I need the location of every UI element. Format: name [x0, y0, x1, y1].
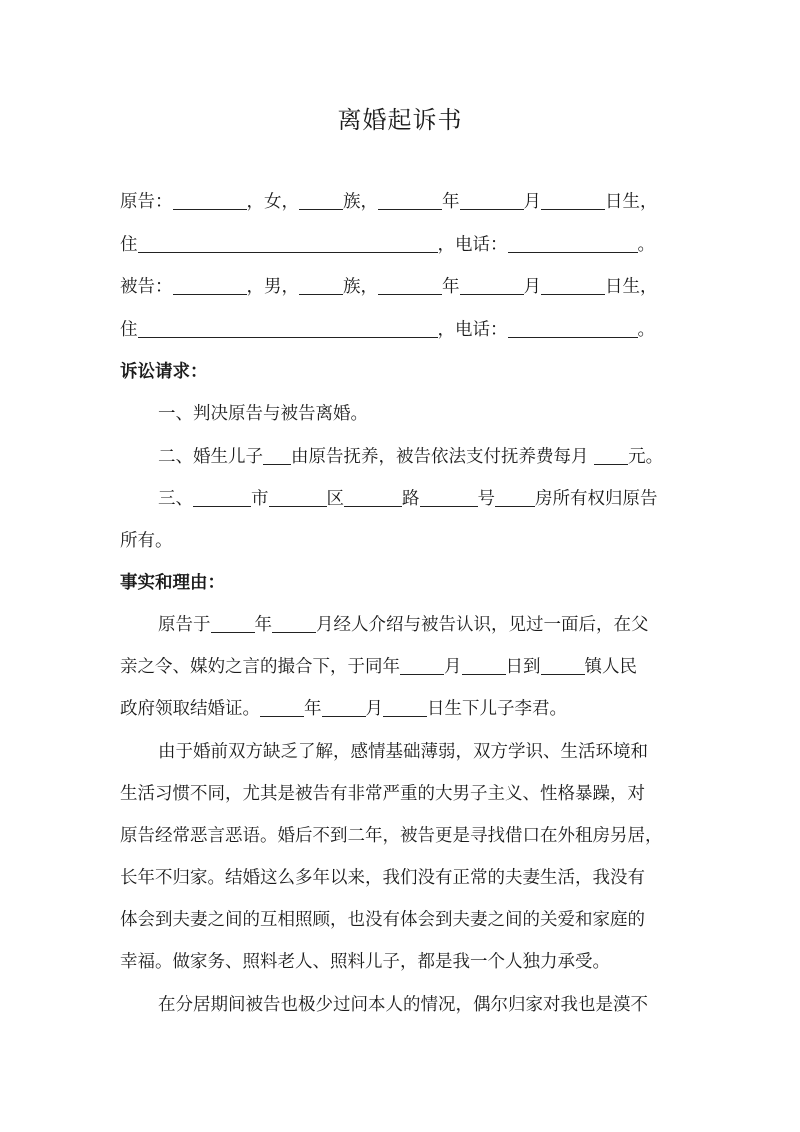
plaintiff-day-label: 日生，	[605, 192, 658, 212]
plaintiff-day-blank	[541, 191, 605, 210]
claim-3-text-d: 路	[402, 489, 420, 509]
claim-2-blank-2	[594, 446, 628, 465]
claims-heading: 诉讼请求：	[120, 362, 208, 382]
facts-p1-l2-b: 月	[444, 657, 462, 677]
claim-3-text-c: 区	[326, 489, 344, 509]
plaintiff-address-label: 住	[120, 235, 138, 255]
claim-2-text-a: 二、婚生儿子	[158, 447, 263, 467]
claim-item-2	[158, 445, 663, 469]
facts-p2-line-2: 生活习惯不同，尤其是被告有非常严重的大男子主义、性格暴躁，对	[120, 784, 645, 804]
facts-blank	[383, 698, 427, 717]
facts-p1-l3-a: 政府领取结婚证。	[120, 699, 260, 719]
plaintiff-gender: ，女，	[246, 192, 299, 212]
facts-heading: 事实和理由：	[120, 573, 225, 593]
claim-item-3	[158, 487, 658, 511]
defendant-line	[120, 275, 658, 299]
facts-p1-line-1	[158, 613, 649, 637]
facts-p3-line-1: 在分居期间被告也极少过问本人的情况，偶尔归家对我也是漠不	[158, 995, 648, 1015]
defendant-phone-label: ，电话：	[437, 320, 508, 340]
claim-2-blank-1	[263, 446, 291, 465]
facts-p1-l2-a: 亲之令、媒妁之言的撮合下，于同年	[120, 657, 400, 677]
facts-blank	[400, 656, 444, 675]
facts-p1-l3-d: 日生下儿子李君。	[427, 699, 567, 719]
claim-2-text-c: 元。	[628, 447, 664, 467]
claim-3-blank-1	[193, 488, 251, 507]
defendant-year-label: 年	[442, 277, 460, 297]
facts-p2-line-4: 长年不归家。结婚这么多年以来，我们没有正常的夫妻生活，我没有	[120, 868, 645, 888]
period: 。	[637, 320, 655, 340]
defendant-month-blank	[460, 276, 524, 295]
facts-p1-l2-c: 日到	[505, 657, 541, 677]
plaintiff-address-blank	[138, 234, 438, 253]
plaintiff-phone-label: ，电话：	[437, 235, 508, 255]
defendant-day-blank	[541, 276, 605, 295]
claim-3-blank-4	[420, 488, 478, 507]
facts-p2-line-6: 幸福。做家务、照料老人、照料儿子，都是我一个人独力承受。	[120, 952, 610, 972]
facts-p1-l1-c: 月经人介绍与被告认识，见过一面后，在父	[316, 615, 649, 635]
facts-p1-l1-a: 原告于	[158, 615, 211, 635]
defendant-ethnic-blank	[299, 276, 343, 295]
plaintiff-phone-blank	[508, 234, 638, 253]
defendant-gender: ，男，	[246, 277, 299, 297]
defendant-ethnic-label: 族，	[343, 277, 378, 297]
claim-3-text-b: 市	[251, 489, 269, 509]
facts-p1-l3-c: 月	[365, 699, 383, 719]
facts-p2-line-1: 由于婚前双方缺乏了解，感情基础薄弱，双方学识、生活环境和	[158, 742, 648, 762]
claim-2-text-b: 由原告抚养，被告依法支付抚养费每月	[291, 447, 589, 467]
plaintiff-ethnic-label: 族，	[343, 192, 378, 212]
claim-item-1: 一、判决原告与被告离婚。	[158, 404, 368, 424]
defendant-phone-blank	[508, 319, 638, 338]
plaintiff-address-line	[120, 233, 655, 257]
facts-blank	[541, 656, 585, 675]
defendant-address-blank	[138, 319, 438, 338]
defendant-day-label: 日生，	[605, 277, 658, 297]
facts-p2-line-5: 体会到夫妻之间的互相照顾，也没有体会到夫妻之间的关爱和家庭的	[120, 910, 645, 930]
claim-3-text-a: 三、	[158, 489, 193, 509]
plaintiff-year-blank	[378, 191, 442, 210]
plaintiff-month-label: 月	[523, 192, 541, 212]
facts-p1-line-3	[120, 697, 567, 721]
plaintiff-label: 原告：	[120, 192, 173, 212]
facts-p1-l3-b: 年	[304, 699, 322, 719]
facts-blank	[260, 698, 304, 717]
plaintiff-name-blank	[173, 191, 247, 210]
document-title: 离婚起诉书	[337, 106, 463, 134]
claim-3-text-e: 号	[477, 489, 495, 509]
defendant-year-blank	[378, 276, 442, 295]
claim-3-blank-3	[344, 488, 402, 507]
defendant-address-line	[120, 318, 655, 342]
plaintiff-ethnic-blank	[299, 191, 343, 210]
facts-p2-line-3: 原告经常恶言恶语。婚后不到二年，被告更是寻找借口在外租房另居，	[120, 826, 663, 846]
facts-blank	[462, 656, 506, 675]
facts-p1-line-2	[120, 655, 637, 679]
plaintiff-year-label: 年	[442, 192, 460, 212]
facts-blank	[322, 698, 366, 717]
claim-3-blank-5	[495, 488, 535, 507]
facts-blank	[211, 614, 255, 633]
claim-3-text-f: 房所有权归原告	[535, 489, 658, 509]
plaintiff-month-blank	[460, 191, 524, 210]
defendant-address-label: 住	[120, 320, 138, 340]
claim-3-blank-2	[269, 488, 327, 507]
defendant-month-label: 月	[523, 277, 541, 297]
defendant-label: 被告：	[120, 277, 173, 297]
defendant-name-blank	[173, 276, 247, 295]
claim-item-3-continued: 所有。	[120, 531, 173, 551]
period: 。	[637, 235, 655, 255]
facts-p1-l1-b: 年	[254, 615, 272, 635]
plaintiff-line	[120, 190, 658, 214]
facts-blank	[272, 614, 316, 633]
facts-p1-l2-d: 镇人民	[584, 657, 637, 677]
